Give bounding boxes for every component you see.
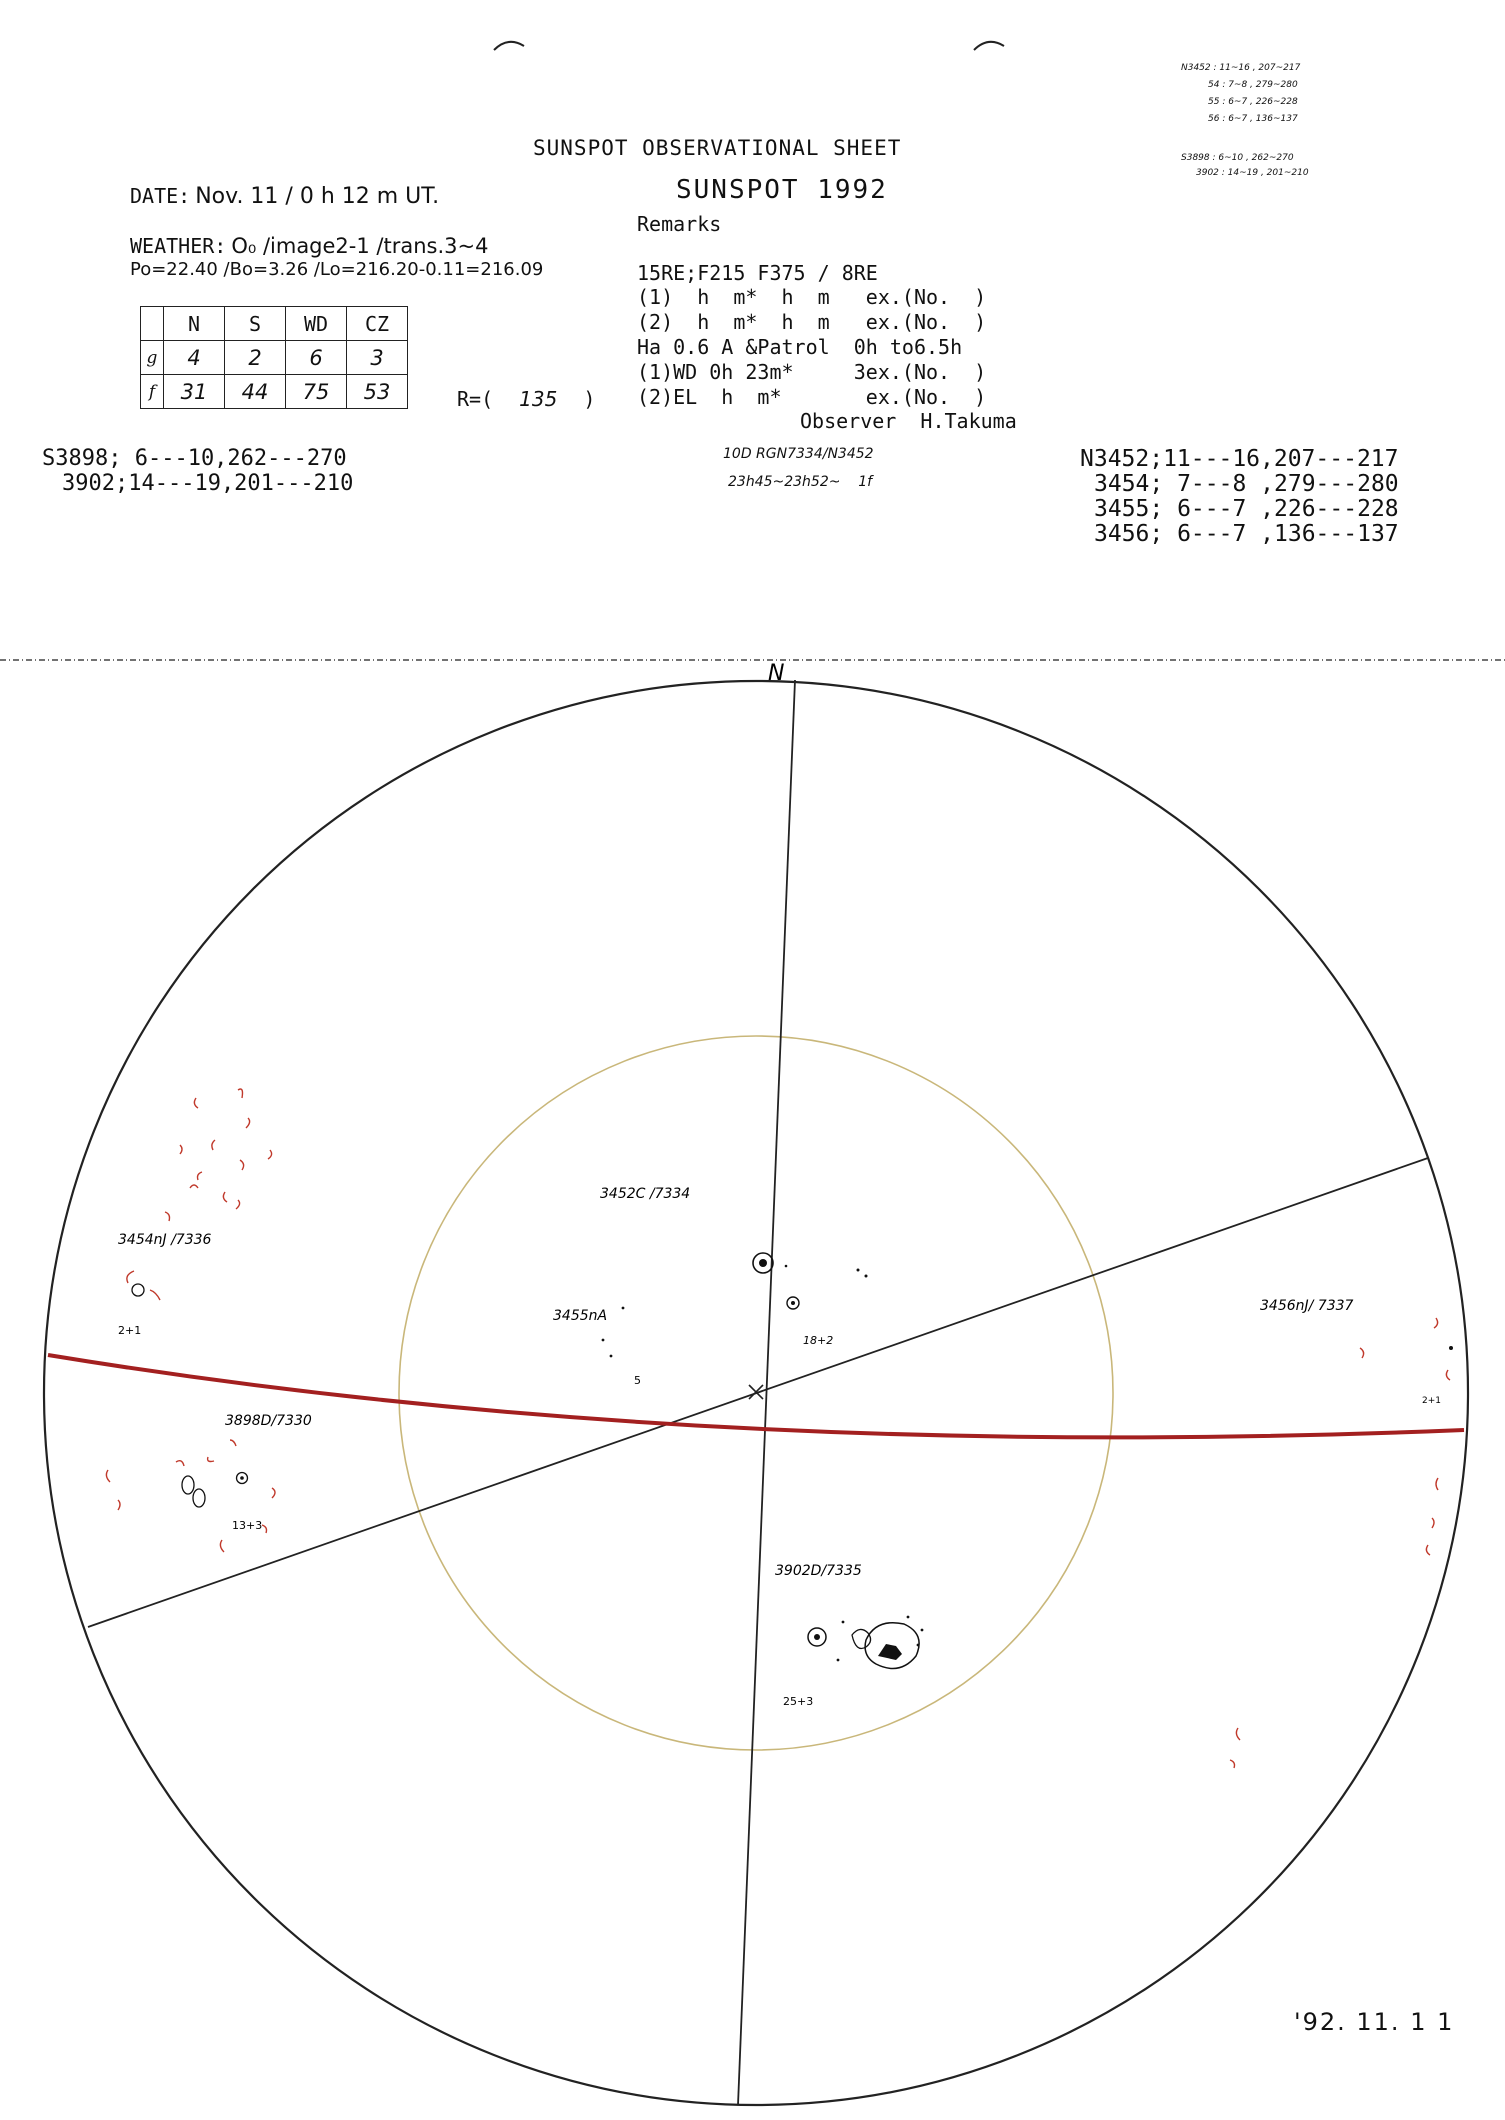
sunspot-marker bbox=[182, 1476, 194, 1494]
binder-mark-right bbox=[970, 38, 1010, 54]
solar-disk-drawing bbox=[0, 660, 1505, 2120]
sheet-title: SUNSPOT OBSERVATIONAL SHEET bbox=[533, 136, 902, 160]
counts-row-g bbox=[141, 341, 408, 375]
mid-note-line-1: 10D RGN7334/N3452 bbox=[723, 446, 874, 462]
sunspot-pore bbox=[785, 1265, 788, 1268]
binder-mark-left bbox=[490, 38, 530, 54]
remarks-line-1: 15RE;F215 F375 / 8RE bbox=[637, 261, 878, 285]
counts-cell: 6 bbox=[286, 341, 347, 375]
remarks-line-5: (1)WD 0h 23m* 3ex.(No. ) bbox=[637, 360, 987, 384]
north-label: N bbox=[768, 661, 785, 686]
sunspot-umbra bbox=[791, 1301, 795, 1305]
counts-header-s: S bbox=[225, 307, 286, 341]
r-label: R=( bbox=[457, 387, 494, 411]
right-region-3: 3455; 6---7 ,226---228 bbox=[1094, 496, 1399, 522]
sunspot-umbra bbox=[814, 1634, 820, 1640]
date-row bbox=[130, 184, 439, 209]
counts-row-f bbox=[141, 375, 408, 409]
remarks-line-3: (2) h m* h m ex.(No. ) bbox=[637, 310, 987, 334]
corner-note-6: 3902 : 14~19 , 201~210 bbox=[1196, 168, 1309, 178]
faculae-east-limb bbox=[1230, 1318, 1450, 1768]
right-region-1: N3452;11---16,207---217 bbox=[1080, 446, 1399, 472]
params-line: Po=22.40 /Bo=3.26 /Lo=216.20-0.11=216.09 bbox=[130, 259, 544, 280]
sunspot-pore bbox=[622, 1307, 625, 1310]
sunspot-marker bbox=[193, 1489, 205, 1507]
r-close: ) bbox=[583, 387, 596, 411]
counts-cell: 2 bbox=[225, 341, 286, 375]
group-label-3454: 3454nJ /7336 bbox=[118, 1232, 212, 1248]
sunspot-pore bbox=[921, 1629, 924, 1632]
sunspot-umbra bbox=[759, 1259, 767, 1267]
axis-line bbox=[88, 1158, 1428, 1627]
date-label: DATE: bbox=[130, 184, 191, 208]
group-label-3456: 3456nJ/ 7337 bbox=[1260, 1298, 1354, 1314]
counts-header-wd: WD bbox=[286, 307, 347, 341]
remarks-line-4: Ha 0.6 A &Patrol 0h to6.5h bbox=[637, 335, 963, 359]
counts-row-label: g bbox=[141, 341, 164, 375]
group-label-3902: 3902D/7335 bbox=[775, 1563, 862, 1579]
corner-note-1: N3452 : 11~16 , 207~217 bbox=[1181, 63, 1301, 73]
faculae-west-limb bbox=[106, 1089, 275, 1552]
sunspot-pore bbox=[857, 1269, 860, 1272]
counts-cell: 3 bbox=[347, 341, 408, 375]
date-value: Nov. 11 / 0 h 12 m UT. bbox=[195, 184, 440, 209]
left-region-2: 3902;14---19,201---210 bbox=[62, 471, 354, 496]
sunspot-pore bbox=[610, 1355, 613, 1358]
weather-value: O₀ /image2-1 /trans.3~4 bbox=[231, 234, 489, 258]
corner-note-4: 56 : 6~7 , 136~137 bbox=[1208, 114, 1298, 124]
counts-row-label: f bbox=[141, 375, 164, 409]
group-count-3898: 13+3 bbox=[232, 1519, 263, 1532]
date-stamp: '92. 11. 1 1 bbox=[1294, 2008, 1455, 2036]
sheet-heading: SUNSPOT 1992 bbox=[676, 175, 888, 205]
corner-note-5: S3898 : 6~10 , 262~270 bbox=[1181, 153, 1294, 163]
counts-cell: 31 bbox=[164, 375, 225, 409]
remarks-line-2: (1) h m* h m ex.(No. ) bbox=[637, 285, 987, 309]
sunspot-pore bbox=[907, 1616, 910, 1619]
counts-cell: 44 bbox=[225, 375, 286, 409]
r-value-row bbox=[457, 387, 595, 411]
sunspot-umbra bbox=[240, 1476, 244, 1480]
counts-header-n: N bbox=[164, 307, 225, 341]
group-label-3898: 3898D/7330 bbox=[225, 1413, 312, 1429]
weather-row bbox=[130, 234, 488, 259]
remarks-label: Remarks bbox=[637, 212, 722, 236]
group-label-3452: 3452C /7334 bbox=[600, 1186, 691, 1202]
corner-note-3: 55 : 6~7 , 226~228 bbox=[1208, 97, 1298, 107]
counts-table bbox=[140, 306, 408, 409]
sunspot-pore bbox=[865, 1275, 868, 1278]
sunspot-umbra bbox=[878, 1644, 902, 1660]
sunspot-marker bbox=[852, 1629, 871, 1648]
sunspot-pore bbox=[837, 1659, 840, 1662]
counts-header-cz: CZ bbox=[347, 307, 408, 341]
group-count-3452: 18+2 bbox=[803, 1334, 834, 1347]
sunspot-pore bbox=[842, 1621, 845, 1624]
counts-cell: 75 bbox=[286, 375, 347, 409]
weather-label: WEATHER: bbox=[130, 234, 227, 258]
sunspot-pore bbox=[917, 1644, 920, 1647]
group-count-3455: 5 bbox=[634, 1374, 641, 1387]
group-count-3456: 2+1 bbox=[1422, 1396, 1441, 1406]
r-value: 135 bbox=[519, 387, 558, 411]
sunspot-pore bbox=[1449, 1346, 1453, 1350]
mid-note-line-2: 23h45~23h52~ 1f bbox=[728, 474, 873, 490]
left-region-1: S3898; 6---10,262---270 bbox=[42, 446, 347, 471]
central-meridian-line bbox=[738, 680, 795, 2105]
group-count-3902: 25+3 bbox=[783, 1695, 814, 1708]
counts-header-row bbox=[141, 307, 408, 341]
counts-corner-cell bbox=[141, 307, 164, 341]
counts-cell: 53 bbox=[347, 375, 408, 409]
group-count-3454: 2+1 bbox=[118, 1324, 142, 1337]
corner-note-2: 54 : 7~8 , 279~280 bbox=[1208, 80, 1298, 90]
observer-line: Observer H.Takuma bbox=[800, 409, 1017, 433]
group-label-3455: 3455nA bbox=[553, 1308, 608, 1324]
sunspot-marker bbox=[132, 1284, 144, 1296]
right-region-2: 3454; 7---8 ,279---280 bbox=[1094, 471, 1399, 497]
remarks-line-6: (2)EL h m* ex.(No. ) bbox=[637, 385, 987, 409]
sunspot-pore bbox=[602, 1339, 605, 1342]
counts-cell: 4 bbox=[164, 341, 225, 375]
right-region-4: 3456; 6---7 ,136---137 bbox=[1094, 521, 1399, 547]
